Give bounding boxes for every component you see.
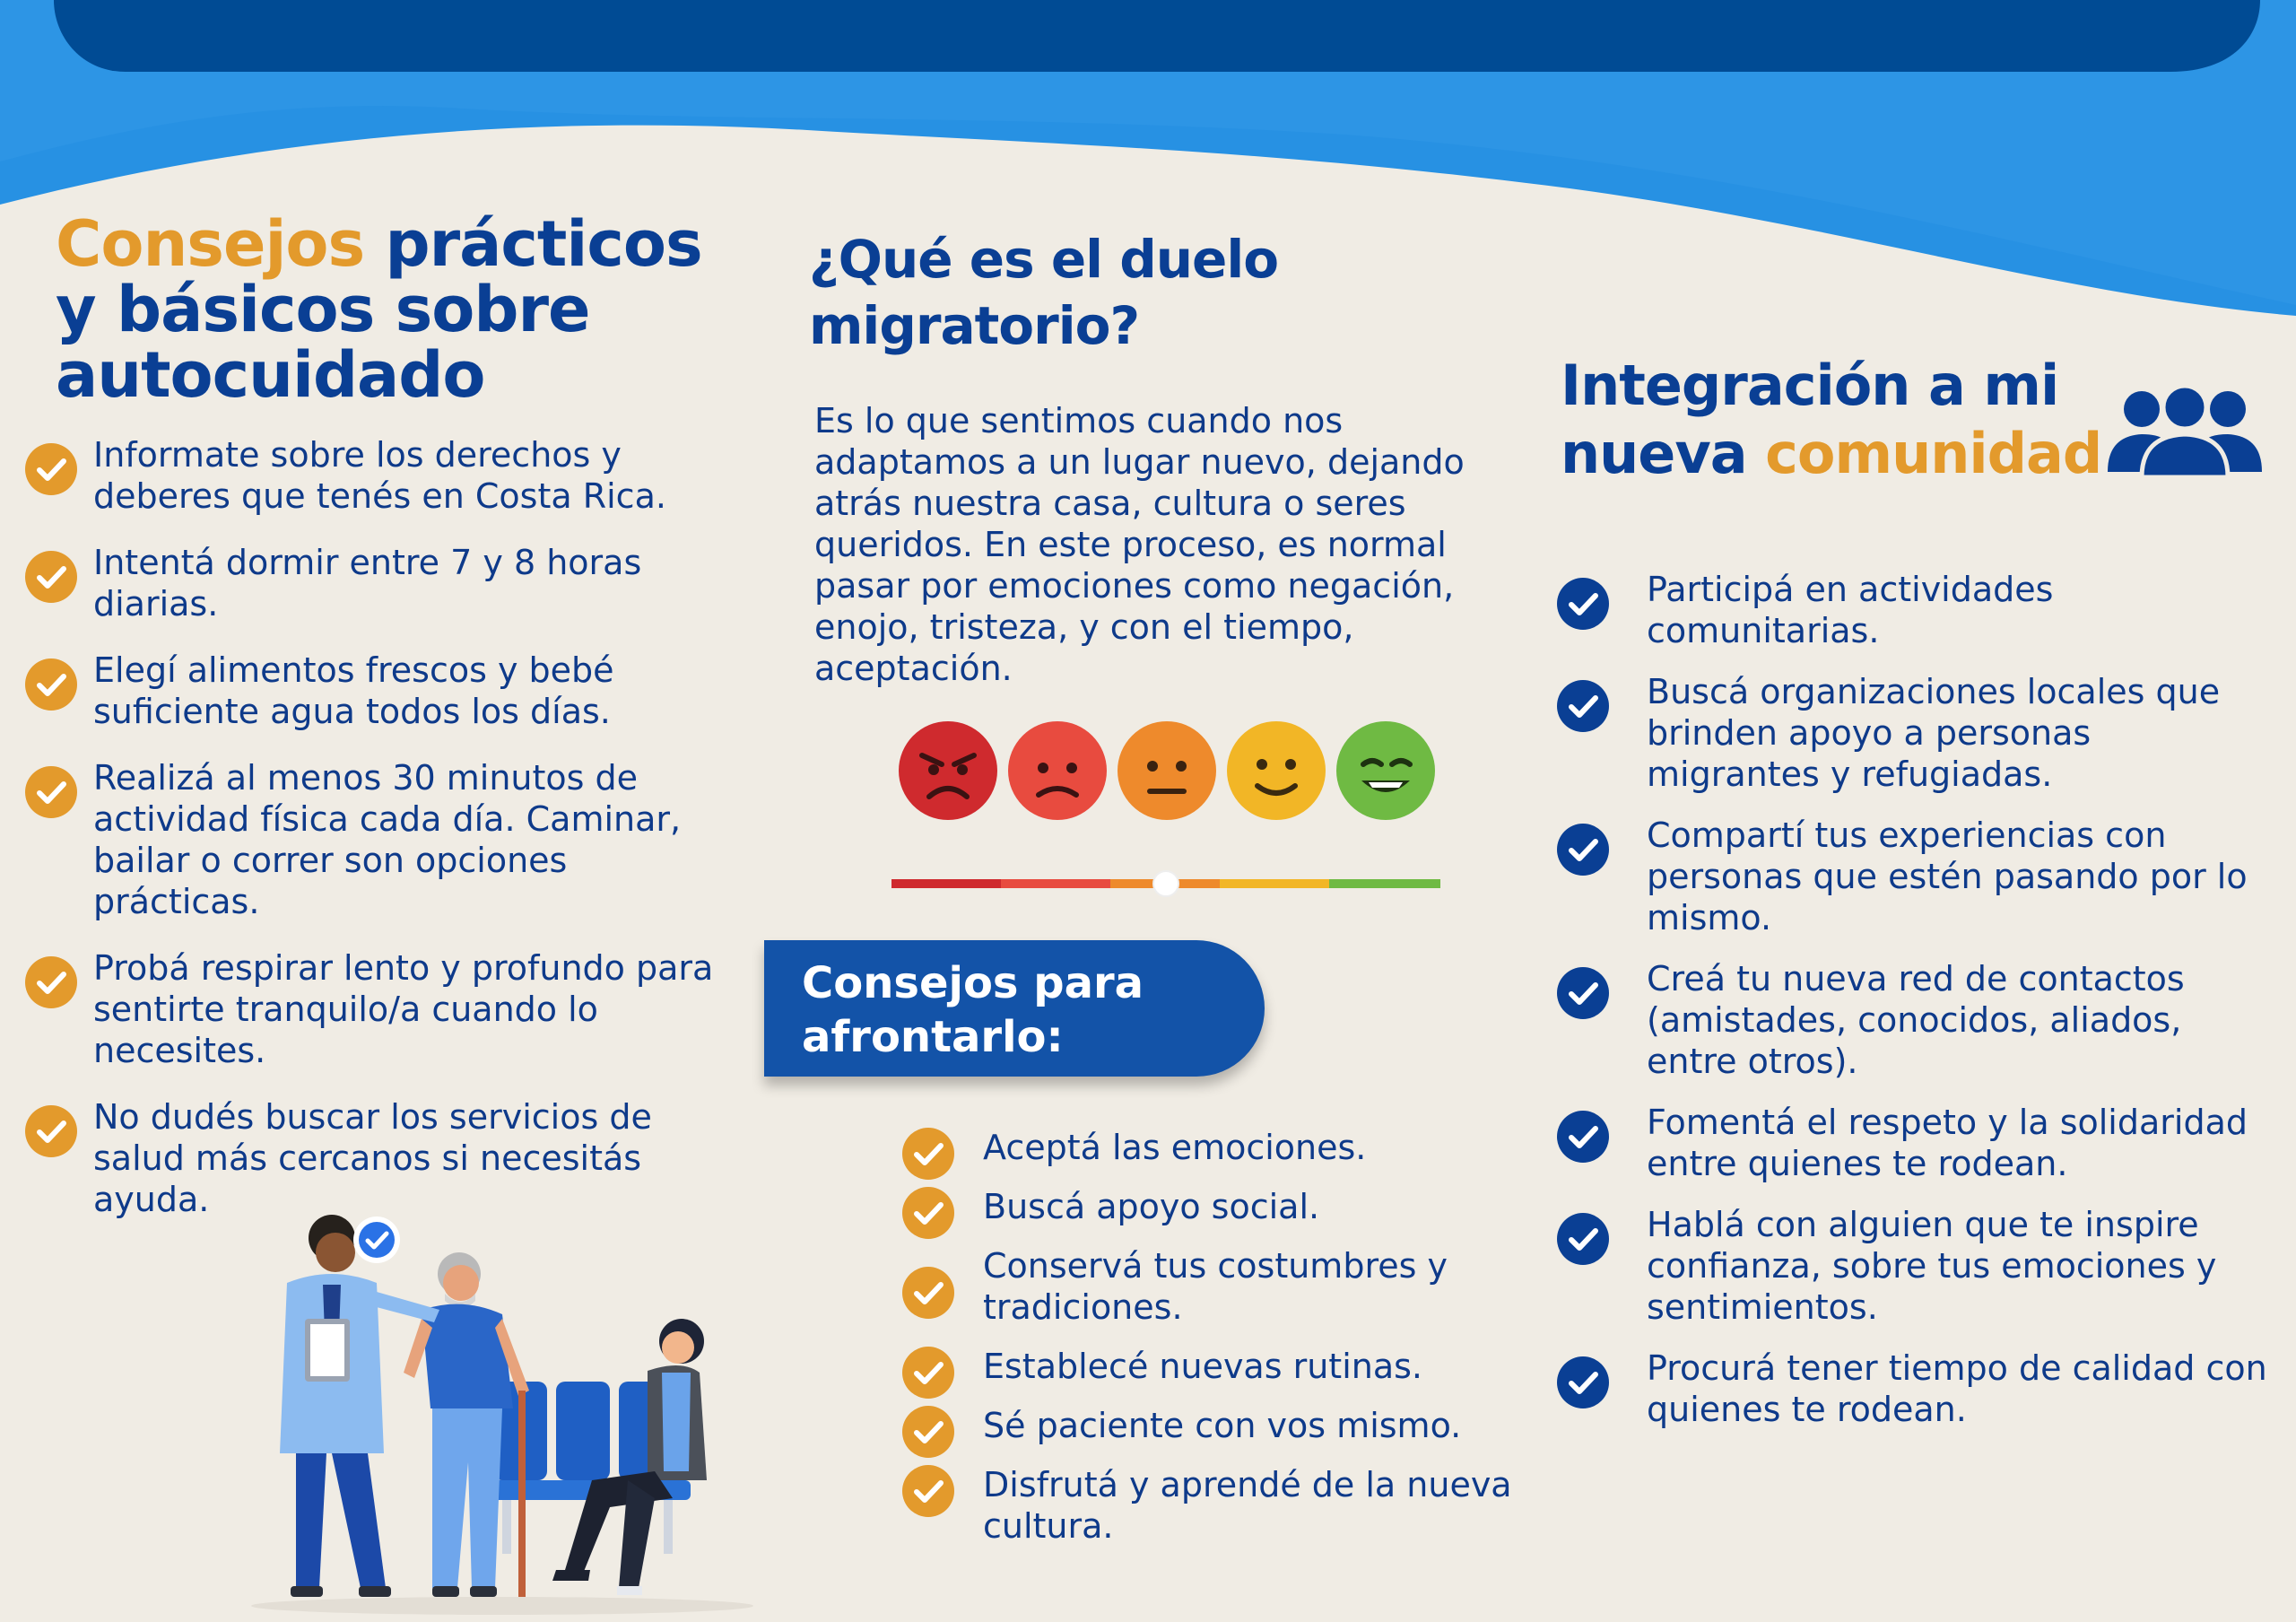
happy-face-icon [1336, 721, 1435, 820]
list-item [902, 1405, 1584, 1446]
list-item [1557, 1102, 2274, 1184]
check-icon [1557, 1356, 1609, 1408]
coping-tips-list [902, 1127, 1584, 1547]
list-item [25, 757, 743, 922]
list-item [25, 650, 743, 732]
list-item [1557, 671, 2274, 795]
people-group-icon [2106, 386, 2264, 477]
list-item [1557, 1204, 2274, 1328]
check-icon [902, 1465, 954, 1517]
angry-face-icon [899, 721, 997, 820]
slightly-smiling-face-icon [1227, 721, 1326, 820]
community-integration-title [1561, 352, 2188, 488]
coping-tips-banner-line2: afrontarlo: [802, 1012, 1064, 1062]
community-title-line1: Integración a mi [1561, 353, 2059, 418]
migratory-grief-title-line2: migratorio? [809, 295, 1140, 356]
check-icon [902, 1347, 954, 1399]
list-item [1557, 569, 2274, 651]
list-item-text: Sé paciente con vos mismo. [983, 1406, 1462, 1445]
coping-tips-banner [764, 940, 1265, 1077]
list-item-text: Aceptá las emociones. [983, 1128, 1367, 1167]
list-item-text: Procurá tener tiempo de calidad con quienes te rodean. [1647, 1348, 2267, 1429]
check-icon [902, 1128, 954, 1180]
list-item [902, 1464, 1584, 1547]
check-icon [902, 1187, 954, 1239]
community-title-accent: comunidad [1765, 421, 2102, 486]
check-icon [25, 766, 77, 818]
migratory-grief-description: Es lo que sentimos cuando nos adaptamos a un lugar nuevo, dejando atrás nuestra casa, cultura o seres queridos. En este proceso, es normal pasar por emociones como negación, enojo, tristeza, y con el tiempo, aceptación. [814, 401, 1465, 688]
list-item [1557, 1347, 2274, 1430]
list-item [1557, 958, 2274, 1082]
list-item-text: Conservá tus costumbres y tradiciones. [983, 1246, 1448, 1327]
list-item [25, 542, 743, 624]
list-item-text: Compartí tus experiencias con personas que estén pasando por lo mismo. [1647, 815, 2248, 937]
list-item [902, 1127, 1584, 1168]
self-care-title-rest: prácticos [364, 207, 702, 281]
list-item-text: Realizá al menos 30 minutos de actividad física cada día. Caminar, bailar o correr son opciones prácticas. [93, 758, 682, 921]
list-item-text: Disfrutá y aprendé de la nueva cultura. [983, 1465, 1512, 1546]
migratory-grief-title-line1: ¿Qué es el duelo [809, 229, 1279, 290]
self-care-title-line3: autocuidado [56, 338, 485, 412]
emotion-scale-slider [891, 870, 1440, 897]
list-item [902, 1245, 1584, 1328]
list-item [902, 1186, 1584, 1227]
check-icon [1557, 1213, 1609, 1265]
list-item [1557, 815, 2274, 938]
list-item-text: Elegí alimentos frescos y bebé suficiente agua todos los días. [93, 650, 614, 731]
list-item-text: Informate sobre los derechos y deberes que tenés en Costa Rica. [93, 435, 666, 516]
list-item [902, 1346, 1584, 1387]
list-item-text: Fomentá el respeto y la solidaridad entre quienes te rodean. [1647, 1103, 2248, 1183]
list-item [25, 1096, 743, 1220]
list-item-text: Creá tu nueva red de contactos (amistades, conocidos, aliados, entre otros). [1647, 959, 2185, 1081]
check-icon [1557, 680, 1609, 732]
check-icon [1557, 967, 1609, 1019]
coping-tips-banner-text [802, 956, 1144, 1064]
sad-face-icon [1008, 721, 1107, 820]
check-icon [25, 443, 77, 495]
self-care-title-accent: Consejos [56, 207, 365, 281]
check-icon [902, 1267, 954, 1319]
list-item-text: Hablá con alguien que te inspire confianza, sobre tus emociones y sentimientos. [1647, 1205, 2217, 1327]
list-item-text: No dudés buscar los servicios de salud más cercanos si necesitás ayuda. [93, 1097, 652, 1219]
check-icon [1557, 824, 1609, 876]
list-item-text: Buscá apoyo social. [983, 1187, 1320, 1226]
self-care-title [56, 207, 773, 412]
check-icon [1557, 578, 1609, 630]
list-item-text: Intentá dormir entre 7 y 8 horas diarias. [93, 543, 642, 624]
migratory-grief-title [809, 226, 1509, 359]
list-item [25, 434, 743, 517]
scale-indicator [1153, 871, 1178, 896]
self-care-list [25, 434, 743, 1220]
list-item-text: Probá respirar lento y profundo para sentirte tranquilo/a cuando lo necesites. [93, 948, 714, 1070]
check-icon [25, 1105, 77, 1157]
list-item [25, 947, 743, 1071]
neutral-face-icon [1118, 721, 1216, 820]
healthcare-illustration [233, 1211, 771, 1622]
list-item-text: Establecé nuevas rutinas. [983, 1347, 1423, 1386]
community-title-line2-start: nueva [1561, 421, 1766, 486]
list-item-text: Buscá organizaciones locales que brinden apoyo a personas migrantes y refugiadas. [1647, 672, 2221, 794]
check-icon [25, 551, 77, 603]
self-care-title-line2: y básicos sobre [56, 273, 590, 346]
coping-tips-banner-line1: Consejos para [802, 958, 1144, 1008]
check-icon [1557, 1111, 1609, 1163]
community-list [1557, 569, 2274, 1430]
emotion-faces-row [897, 718, 1444, 824]
check-icon [902, 1406, 954, 1458]
list-item-text: Participá en actividades comunitarias. [1647, 570, 2054, 650]
check-icon [25, 956, 77, 1008]
check-icon [25, 658, 77, 711]
